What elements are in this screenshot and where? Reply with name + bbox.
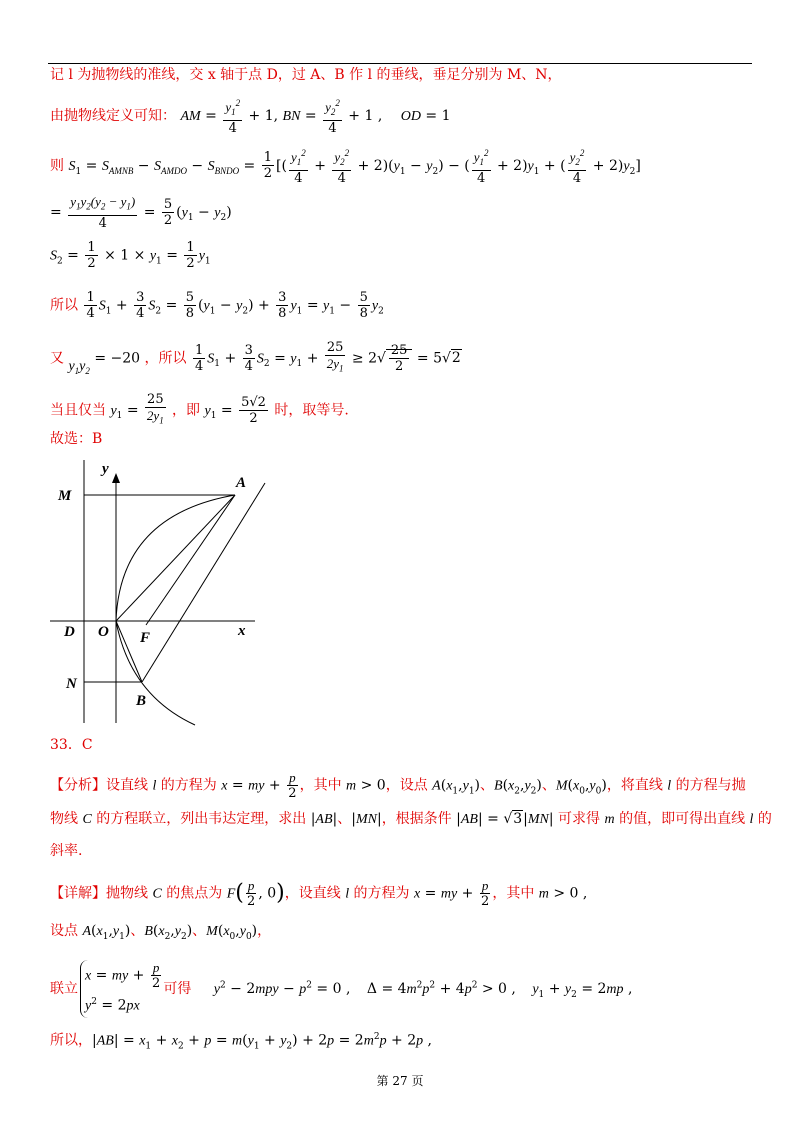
line-OA [116, 495, 235, 621]
text-line-directrix: 记 l 为抛物线的准线，交 x 轴于点 D，过 A、B 作 l 的垂线，垂足分别为 M、N， [50, 67, 562, 83]
formula-s1: 则 $S_1 = S_{AMNB} - S_{AMDO} - S_{BNDO}$ = $\frac{1}{2}$ [( $\frac{y_1^2}{4}$ + $\frac{y_2^2}{4}$ + $2)(y_1 - y_2)$ − ( $\frac{y_1^2}{4}$ + $2)y_1$ + ( $\frac{y_2^2}{4}$ + $2)y_2$] [50, 148, 641, 186]
text-line-definition: 由抛物线定义可知： AM = $\frac{y_1^2}{4}$ + 1, BN = $\frac{y_2^2}{4}$ + 1 , OD = 1 [50, 98, 451, 136]
label-O: O [98, 624, 109, 640]
parabola-figure [50, 455, 280, 735]
detail-line-1: 【详解】抛物线 C 的焦点为 F( $\frac{p}{2}$ , 0)，设直线 l 的方程为 x = my + $\frac{p}{2}$ ，其中 m > 0 , [50, 878, 588, 909]
line-FA [146, 495, 235, 625]
line-OB [116, 621, 142, 682]
label-M: M [58, 488, 72, 504]
formula-s1-result: = $\frac{y_1y_2(y_2 - y_1)}{4}$ = $\frac{5}{2}$ $(y_1 - y_2)$ [50, 194, 232, 231]
label-x: x [238, 623, 246, 639]
page-footer: 第 27 页 [376, 1074, 424, 1088]
formula-inequality: 又 $y_1y_2 = -20$ ，所以 $\frac{1}{4}$ $S_1$ + $\frac{3}{4}$ $S_2 = y_1$ + $\frac{25}{2y_1}$ ≥ 2√ $\frac{25}{2}$ = 5√2 [50, 340, 461, 377]
y-axis-arrow [112, 473, 120, 483]
label-A: A [236, 475, 247, 491]
detail-line-2: 设点 $A(x_1,y_1)$、$B(x_2,y_2)$、$M(x_0,y_0)$， [50, 923, 272, 942]
formula-equality: 当且仅当 $y_1$ = $\frac{25}{2y_1}$ ，即 $y_1$ = $\frac{5√2}{2}$ 时，取等号. [50, 392, 349, 426]
formula-s2: $S_2$ = $\frac{1}{2}$ × $1 \times y_1$ = $\frac{1}{2}$ $y_1$ [50, 240, 211, 271]
label-N: N [66, 676, 77, 692]
detail-line-3: 联立x = my + $\frac{p}{2}$ $y^2 = 2px$可得 $y^2 - 2mpy - p^2 = 0$ , $\Delta = 4m^2p^2 + 4p^2 > 0$ , $y_1 + y_2 = 2mp$ , [50, 960, 632, 1018]
analysis-line-2: 物线 C 的方程联立，列出韦达定理，求出 |AB|、|MN|，根据条件 |AB| = √3|MN| 可求得 m 的值，即可得出直线 l 的 [50, 811, 772, 827]
label-F: F [140, 630, 151, 646]
question-number: 33．C [50, 737, 93, 753]
formula-sum: 所以 $\frac{1}{4}$ $S_1$ + $\frac{3}{4}$ $S_2$ = $\frac{5}{8}$ $(y_1 - y_2)$ + $\frac{3}{8}$ $y_1 = y_1$ − $\frac{5}{8}$ $y_2$ [50, 290, 384, 321]
detail-line-4: 所以，$|AB| = x_1 + x_2 + p = m(y_1 + y_2) + 2p = 2m^2p + 2p$ , [50, 1032, 433, 1052]
answer-line: 故选：B [50, 431, 103, 447]
analysis-line-3: 斜率. [50, 843, 83, 859]
parabola-curve [116, 495, 235, 725]
line-AB [142, 483, 265, 682]
label-B: B [136, 693, 147, 709]
analysis-line-1: 【分析】设直线 l 的方程为 x = my + $\frac{p}{2}$ ，其中 m > 0，设点 $A(x_1,y_1)$、$B(x_2,y_2)$、$M(x_0,y_0)$，将直线 l 的方程与抛 [50, 770, 746, 801]
label-D: D [64, 624, 75, 640]
header-rule [48, 63, 752, 64]
label-y: y [102, 461, 109, 477]
